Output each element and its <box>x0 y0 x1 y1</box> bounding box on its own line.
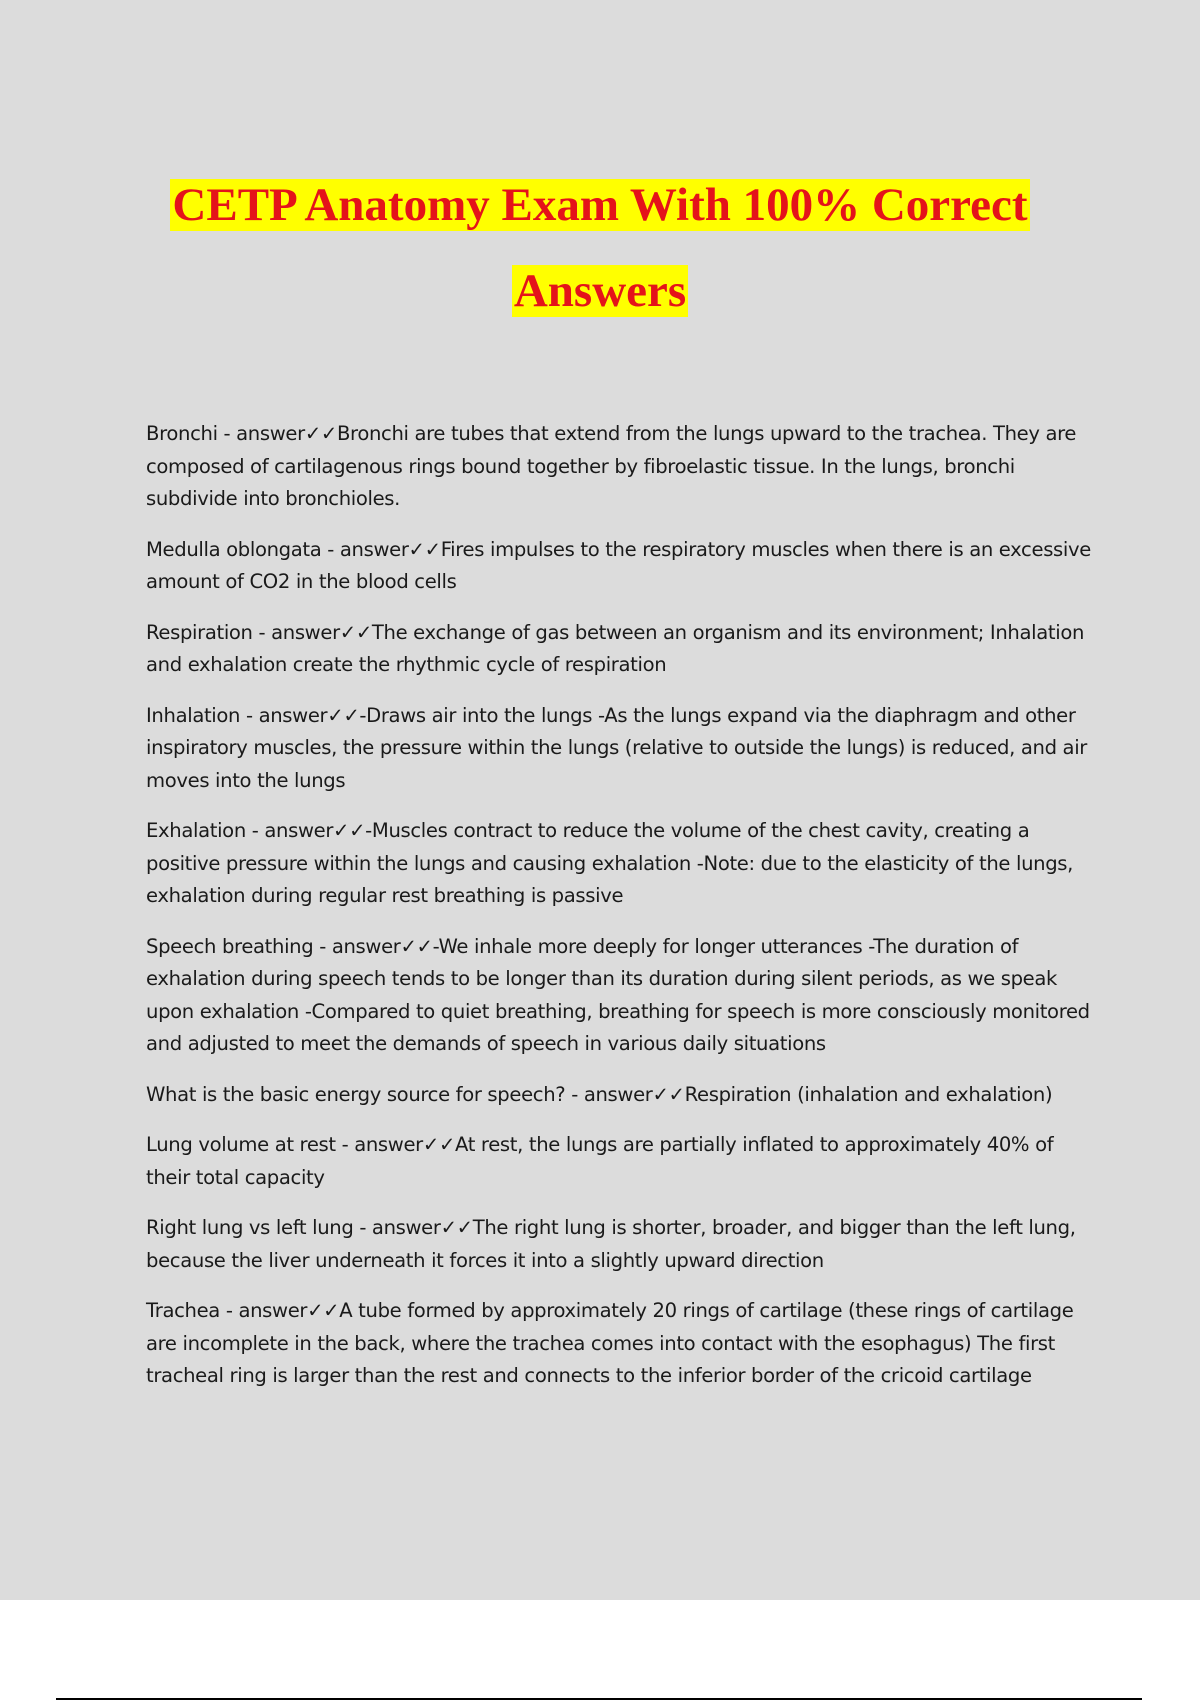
qa-item-inhalation <box>146 700 1096 798</box>
qa-separator: - answer✓✓ <box>240 703 360 727</box>
qa-term: Respiration <box>146 620 253 644</box>
qa-separator: - answer✓✓ <box>565 1082 685 1106</box>
qa-answer: A tube formed by approximately 20 rings of cartilage (these rings of cartilage are incomplete in the back, where the trachea comes into contact with the esophagus) The first tracheal ring is larger than the rest and connects to the inferior border of the cricoid cartilage <box>146 1299 1074 1387</box>
qa-item-respiration <box>146 617 1096 682</box>
qa-separator: - answer✓✓ <box>245 819 366 842</box>
qa-separator: - answer✓✓ <box>217 422 337 445</box>
qa-term: Trachea <box>146 1299 220 1322</box>
document-title <box>0 162 1200 334</box>
qa-term: Right lung vs left lung <box>146 1216 354 1239</box>
qa-answer: Fires impulses to the respiratory muscles when there is an excessive amount of CO2 in the blood cells <box>146 537 1091 593</box>
qa-term: Medulla oblongata <box>146 537 322 561</box>
qa-term: What is the basic energy source for speech? <box>146 1082 566 1106</box>
qa-term: Speech breathing <box>146 934 314 958</box>
qa-answer: The exchange of gas between an organism and its environment; Inhalation and exhalation create the rhythmic cycle of respiration <box>146 620 1085 676</box>
qa-term: Lung volume at rest <box>146 1133 336 1156</box>
qa-term: Exhalation <box>146 819 246 842</box>
qa-item-speech-breathing <box>146 931 1096 1061</box>
qa-item-medulla-oblongata <box>146 534 1096 599</box>
qa-answer: -Draws air into the lungs -As the lungs expand via the diaphragm and other inspiratory muscles, the pressure within the lungs (relative to outside the lungs) is reduced, and air moves into the lungs <box>146 703 1088 792</box>
qa-separator: - answer✓✓ <box>335 1133 456 1156</box>
qa-separator: - answer✓✓ <box>313 934 433 958</box>
qa-answer: Bronchi are tubes that extend from the lungs upward to the trachea. They are composed of cartilagenous rings bound together by fibroelastic tissue. In the lungs, bronchi subdivide into bronchioles. <box>146 422 1077 510</box>
qa-answer: -Muscles contract to reduce the volume of the chest cavity, creating a positive pressure within the lungs and causing exhalation -Note: due to the elasticity of the lungs, exhalation during regular rest breathing is passive <box>146 819 1074 907</box>
qa-item-exhalation <box>146 815 1096 913</box>
qa-answer: -We inhale more deeply for longer utterances -The duration of exhalation during speech tends to be longer than its duration during silent periods, as we speak upon exhalation -Compared to quiet breathing, breathing for speech is more consciously monitored and adjusted to meet the demands of speech in various daily situations <box>146 934 1090 1055</box>
qa-item-bronchi <box>146 418 1096 516</box>
qa-item-energy-source <box>146 1079 1096 1112</box>
qa-answer: Respiration (inhalation and exhalation) <box>684 1082 1053 1106</box>
qa-item-right-vs-left-lung <box>146 1212 1096 1277</box>
qa-answer: The right lung is shorter, broader, and bigger than the left lung, because the liver underneath it forces it into a slightly upward direction <box>146 1216 1076 1272</box>
qa-separator: - answer✓✓ <box>321 537 441 561</box>
qa-separator: - answer✓✓ <box>252 620 372 644</box>
qa-term: Bronchi <box>146 422 218 445</box>
qa-list <box>146 418 1096 1411</box>
title-line-2: Answers <box>513 265 687 317</box>
qa-separator: - answer✓✓ <box>353 1216 473 1239</box>
qa-term: Inhalation <box>146 703 241 727</box>
title-line-1: CETP Anatomy Exam With 100% Correct <box>172 179 1028 231</box>
qa-item-trachea <box>146 1295 1096 1393</box>
qa-item-lung-volume <box>146 1129 1096 1194</box>
qa-separator: - answer✓✓ <box>219 1299 340 1322</box>
qa-answer: At rest, the lungs are partially inflated to approximately 40% of their total capacity <box>146 1133 1054 1189</box>
